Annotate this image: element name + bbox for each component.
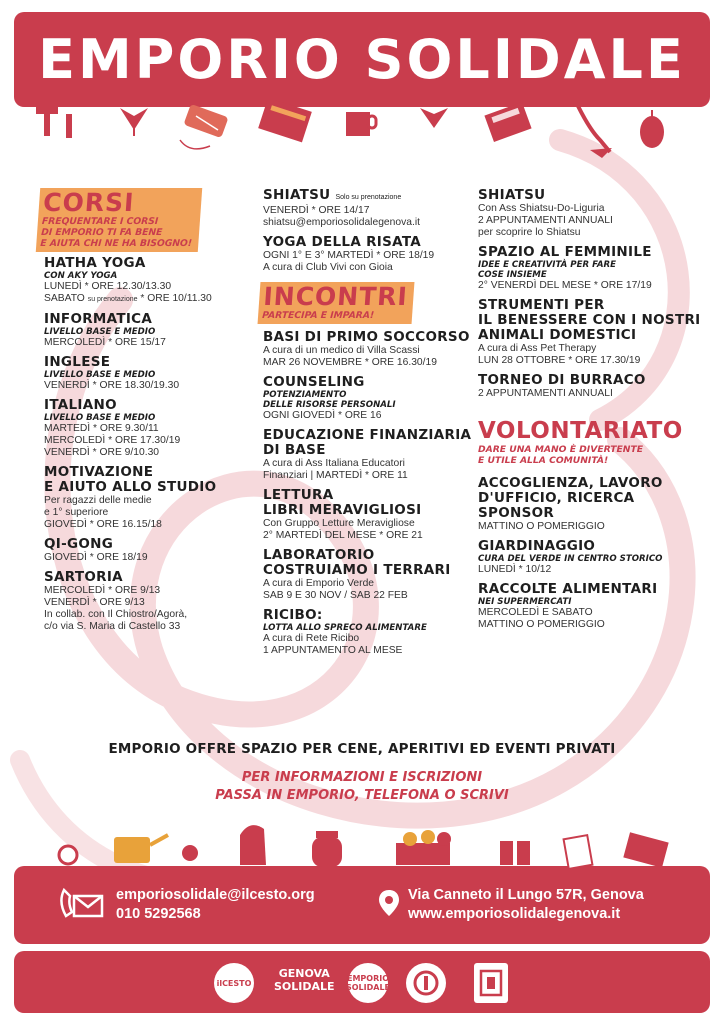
activity-line: A cura di Ass Pet Therapy xyxy=(478,343,597,354)
activity-line: per scoprire lo Shiatsu xyxy=(478,227,581,238)
corsi-subtitle-3: E AIUTA CHI NE HA BISOGNO! xyxy=(39,238,193,249)
event-title: RICIBO: xyxy=(263,607,323,623)
activity-line: 2° VENERDÌ DEL MESE * ORE 17/19 xyxy=(478,280,652,291)
activity-title: STRUMENTI PER xyxy=(478,297,605,313)
course-line: OGNI 1° E 3° MARTEDÌ * ORE 18/19 xyxy=(263,250,435,261)
event-line: 2° MARTEDÌ DEL MESE * ORE 21 xyxy=(263,530,423,541)
course-item xyxy=(44,256,254,306)
info-line-1: PER INFORMAZIONI E ISCRIZIONI xyxy=(241,770,483,785)
course-line: MARTEDÌ * ORE 9.30/11 xyxy=(44,423,159,434)
activity-line: LUN 28 OTTOBRE * ORE 17.30/19 xyxy=(478,355,641,366)
volunteer-item xyxy=(478,476,708,533)
partner-logo-circle xyxy=(406,963,446,1003)
activity-title: SPAZIO AL FEMMINILE xyxy=(478,244,652,260)
corsi-column xyxy=(39,188,254,639)
event-title: BASI DI PRIMO SOCCORSO xyxy=(263,329,470,345)
private-events-banner: EMPORIO OFFRE SPAZIO PER CENE, APERITIVI ED EVENTI PRIVATI xyxy=(108,741,616,757)
course-title: QI-GONG xyxy=(44,536,114,552)
course-line: In collab. con Il Chiostro/Agorà, xyxy=(44,609,188,620)
event-item xyxy=(263,330,473,369)
activity-line: 2 APPUNTAMENTI ANNUALI xyxy=(478,215,613,226)
activities-column xyxy=(478,188,708,637)
course-title: HATHA YOGA xyxy=(44,255,146,271)
event-title: EDUCAZIONE FINANZIARIA xyxy=(263,427,472,443)
calculator-icon xyxy=(484,102,531,142)
phone-number[interactable]: 010 5292568 xyxy=(116,906,201,922)
event-title: COUNSELING xyxy=(263,374,365,390)
course-line: MERCOLEDÌ * ORE 9/13 xyxy=(44,585,161,596)
address: Via Canneto il Lungo 57R, Genova xyxy=(408,887,644,903)
volunteer-line: LUNEDÌ * 10/12 xyxy=(478,564,552,575)
event-item xyxy=(263,608,473,657)
course-title: SHIATSU Solo su prenotazione xyxy=(263,187,402,203)
activity-item xyxy=(478,298,708,367)
course-title: SARTORIA xyxy=(44,569,123,585)
event-line: Con Gruppo Letture Meravigliose xyxy=(263,518,415,529)
event-title: LABORATORIO xyxy=(263,547,375,563)
event-item xyxy=(263,375,473,422)
course-item xyxy=(44,398,254,459)
course-title: ITALIANO xyxy=(44,397,117,413)
course-item xyxy=(44,570,254,633)
course-sub: LIVELLO BASE E MEDIO xyxy=(44,327,156,337)
activity-sub-2: COSE INSIEME xyxy=(478,270,547,280)
course-line: VENERDÌ * ORE 14/17 xyxy=(263,205,370,216)
page-title: EMPORIO SOLIDALE xyxy=(38,28,686,91)
gift-icon xyxy=(500,841,530,865)
jar-icon xyxy=(312,831,342,867)
partner-logo-square xyxy=(474,963,508,1003)
course-title: INGLESE xyxy=(44,354,111,370)
incontri-subtitle: PARTECIPA E IMPARA! xyxy=(261,310,375,321)
volunteer-line: MATTINO O POMERIGGIO xyxy=(478,521,605,532)
course-title-2: E AIUTO ALLO STUDIO xyxy=(44,479,217,495)
course-line: GIOVEDÌ * ORE 16.15/18 xyxy=(44,519,162,530)
corsi-heading: CORSI xyxy=(42,188,136,217)
volontariato-subtitle-2: E UTILE ALLA COMUNITÀ! xyxy=(478,455,609,466)
contact-footer xyxy=(14,866,710,944)
course-line: shiatsu@emporiosolidalegenova.it xyxy=(263,217,420,228)
leaf-icon xyxy=(120,108,148,136)
book-icon-2 xyxy=(623,832,668,867)
website-link[interactable]: www.emporiosolidalegenova.it xyxy=(408,906,621,922)
volunteer-title: ACCOGLIENZA, LAVORO xyxy=(478,475,663,491)
event-line: MAR 26 NOVEMBRE * ORE 16.30/19 xyxy=(263,357,437,368)
activity-item xyxy=(478,373,708,400)
volontariato-block xyxy=(478,418,708,466)
dog-icon xyxy=(240,825,266,865)
location-pin-icon xyxy=(378,888,400,918)
event-line: A cura di un medico di Villa Scassi xyxy=(263,345,420,356)
incontri-column xyxy=(263,188,473,663)
card-icon xyxy=(564,835,593,869)
incontri-heading: INCONTRI xyxy=(262,282,409,311)
event-sub: LOTTA ALLO SPRECO ALIMENTARE xyxy=(263,623,427,633)
mug-icon xyxy=(346,112,376,136)
event-sub: POTENZIAMENTO xyxy=(263,390,347,400)
course-line: VENERDÌ * ORE 9/10.30 xyxy=(44,447,160,458)
activity-title-3: ANIMALI DOMESTICI xyxy=(478,327,637,343)
activity-title: TORNEO DI BURRACO xyxy=(478,372,646,388)
event-item xyxy=(263,428,473,482)
event-title-2: COSTRUIAMO I TERRARI xyxy=(263,562,451,578)
course-line: MERCOLEDÌ * ORE 17.30/19 xyxy=(44,435,181,446)
volunteer-line: MATTINO O POMERIGGIO xyxy=(478,619,605,630)
event-item xyxy=(263,488,473,542)
event-line: OGNI GIOVEDÌ * ORE 16 xyxy=(263,410,382,421)
course-line: VENERDÌ * ORE 9/13 xyxy=(44,597,145,608)
corsi-highlight xyxy=(36,188,202,252)
course-item xyxy=(44,312,254,349)
course-line: LUNEDÌ * ORE 12.30/13.30 xyxy=(44,281,172,292)
watering-can-icon xyxy=(114,835,198,863)
event-title-2: DI BASE xyxy=(263,442,326,458)
course-line: GIOVEDÌ * ORE 18/19 xyxy=(44,552,148,563)
volontariato-subtitle-1: DARE UNA MANO È DIVERTENTE xyxy=(478,444,644,455)
course-line: c/o via S. Maria di Castello 33 xyxy=(44,621,181,632)
event-title-2: LIBRI MERAVIGLIOSI xyxy=(263,502,422,518)
volunteer-title-2: D'UFFICIO, RICERCA SPONSOR xyxy=(478,490,635,521)
hammer-icon xyxy=(36,106,72,138)
course-line: VENERDÌ * ORE 18.30/19.30 xyxy=(44,380,180,391)
course-title: YOGA DELLA RISATA xyxy=(263,234,422,250)
email-link[interactable]: emporiosolidale@ilcesto.org xyxy=(116,887,315,903)
event-line: A cura di Emporio Verde xyxy=(263,578,375,589)
course-line: A cura di Club Vivi con Gioia xyxy=(263,262,393,273)
decor-icons-row xyxy=(30,100,700,170)
course-title: INFORMATICA xyxy=(44,311,153,327)
volontariato-heading: VOLONTARIATO xyxy=(478,418,683,444)
event-line: SAB 9 E 30 NOV / SAB 22 FEB xyxy=(263,590,408,601)
event-line: A cura di Ass Italiana Educatori xyxy=(263,458,405,469)
genova-solidale-logo: GENOVA SOLIDALE xyxy=(274,967,335,993)
event-item xyxy=(263,548,473,602)
corsi-subtitle-2: DI EMPORIO TI FA BENE xyxy=(40,227,163,238)
activity-title: SHIATSU xyxy=(478,187,546,203)
volunteer-line: MERCOLEDÌ E SABATO xyxy=(478,607,593,618)
leaf-icon-2 xyxy=(420,108,448,128)
activity-item xyxy=(478,188,708,239)
book-icon xyxy=(258,100,312,142)
emporio-solidale-logo: EMPORIO SOLIDALE xyxy=(348,963,388,1003)
contact-info xyxy=(116,886,315,924)
course-item xyxy=(44,537,254,564)
incontri-highlight xyxy=(258,282,415,324)
course-title: MOTIVAZIONE xyxy=(44,464,154,480)
info-text xyxy=(0,769,724,805)
cursor-icon xyxy=(578,106,612,158)
event-title: LETTURA xyxy=(263,487,334,503)
course-item xyxy=(263,235,473,274)
volunteer-item xyxy=(478,539,708,576)
bottom-decor-icons xyxy=(50,815,680,871)
course-sub: LIVELLO BASE E MEDIO xyxy=(44,413,156,423)
course-line: MERCOLEDÌ * ORE 15/17 xyxy=(44,337,166,348)
corsi-subtitle-1: FREQUENTARE I CORSI xyxy=(41,216,159,227)
email-phone-icon xyxy=(58,886,106,924)
activity-line: Con Ass Shiatsu-Do-Liguria xyxy=(478,203,605,214)
event-line: 1 APPUNTAMENTO AL MESE xyxy=(263,645,403,656)
course-item xyxy=(44,355,254,392)
course-line: SABATO su prenotazione * ORE 10/11.30 xyxy=(44,293,212,304)
fruit-crate-icon xyxy=(396,830,451,865)
key-icon xyxy=(59,846,77,864)
volunteer-item xyxy=(478,582,708,631)
mouse-icon xyxy=(640,110,664,148)
event-line: A cura di Rete Ricibo xyxy=(263,633,360,644)
course-sub: CON AKY YOGA xyxy=(44,271,118,281)
course-note: Solo su prenotazione xyxy=(335,194,402,201)
activity-title-2: IL BENESSERE CON I NOSTRI xyxy=(478,312,701,328)
address-info xyxy=(408,886,644,924)
activity-item xyxy=(478,245,708,292)
logos-footer xyxy=(14,951,710,1013)
header-banner xyxy=(14,12,710,107)
volunteer-sub: NEI SUPERMERCATI xyxy=(478,597,572,607)
thread-spool-icon xyxy=(180,104,229,149)
course-sub: LIVELLO BASE E MEDIO xyxy=(44,370,156,380)
course-line: e 1° superiore xyxy=(44,507,109,518)
activity-sub: IDEE E CREATIVITÀ PER FARE xyxy=(478,260,616,270)
activity-line: 2 APPUNTAMENTI ANNUALI xyxy=(478,388,613,399)
volunteer-title: RACCOLTE ALIMENTARI xyxy=(478,581,658,597)
event-sub-2: DELLE RISORSE PERSONALI xyxy=(263,400,396,410)
event-line: Finanziari | MARTEDÌ * ORE 11 xyxy=(263,470,408,481)
course-line: Per ragazzi delle medie xyxy=(44,495,152,506)
info-line-2: PASSA IN EMPORIO, TELEFONA O SCRIVI xyxy=(215,788,509,803)
volunteer-sub: CURA DEL VERDE IN CENTRO STORICO xyxy=(478,554,663,564)
course-item xyxy=(263,188,473,229)
course-item xyxy=(44,465,254,531)
ilcesto-logo: ilCESTO xyxy=(214,963,254,1003)
volunteer-title: GIARDINAGGIO xyxy=(478,538,596,554)
